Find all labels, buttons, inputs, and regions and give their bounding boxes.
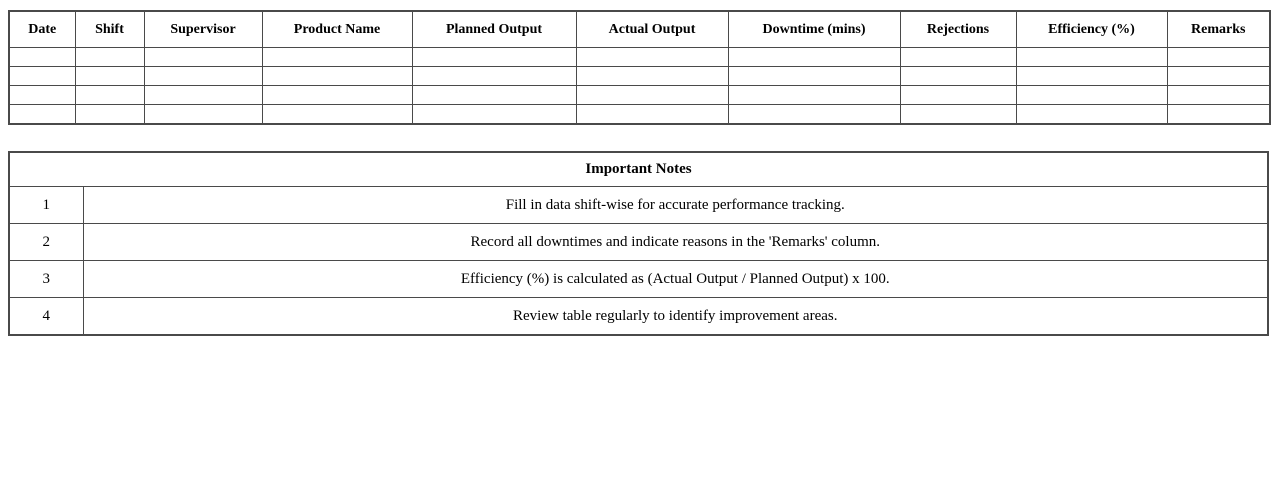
empty-cell[interactable] [1167, 67, 1270, 86]
note-number: 1 [9, 187, 83, 224]
empty-cell[interactable] [576, 105, 728, 125]
empty-cell[interactable] [75, 86, 144, 105]
column-header-rejections: Rejections [900, 11, 1016, 48]
empty-cell[interactable] [1167, 86, 1270, 105]
empty-cell[interactable] [412, 67, 576, 86]
production-log-table [8, 10, 1271, 125]
column-header-downtime: Downtime (mins) [728, 11, 900, 48]
note-text: Efficiency (%) is calculated as (Actual Output / Planned Output) x 100. [83, 261, 1268, 298]
empty-cell[interactable] [144, 48, 262, 67]
empty-cell[interactable] [576, 67, 728, 86]
note-number: 2 [9, 224, 83, 261]
empty-cell[interactable] [144, 67, 262, 86]
note-number: 3 [9, 261, 83, 298]
empty-cell[interactable] [900, 105, 1016, 125]
empty-cell[interactable] [1167, 105, 1270, 125]
empty-cell[interactable] [576, 48, 728, 67]
empty-cell[interactable] [9, 86, 75, 105]
empty-cell[interactable] [262, 86, 412, 105]
empty-cell[interactable] [75, 67, 144, 86]
empty-cell[interactable] [900, 48, 1016, 67]
empty-cell[interactable] [728, 67, 900, 86]
empty-cell[interactable] [9, 48, 75, 67]
empty-cell[interactable] [1016, 67, 1167, 86]
column-header-remarks: Remarks [1167, 11, 1270, 48]
empty-cell[interactable] [144, 86, 262, 105]
column-header-product-name: Product Name [262, 11, 412, 48]
log-table-empty-row [9, 86, 1270, 105]
empty-cell[interactable] [576, 86, 728, 105]
empty-cell[interactable] [412, 86, 576, 105]
empty-cell[interactable] [75, 105, 144, 125]
empty-cell[interactable] [9, 105, 75, 125]
empty-cell[interactable] [1016, 105, 1167, 125]
note-row [9, 224, 1268, 261]
empty-cell[interactable] [9, 67, 75, 86]
column-header-supervisor: Supervisor [144, 11, 262, 48]
note-text: Record all downtimes and indicate reasons in the 'Remarks' column. [83, 224, 1268, 261]
empty-cell[interactable] [1167, 48, 1270, 67]
notes-title: Important Notes [9, 152, 1268, 187]
log-table-empty-row [9, 105, 1270, 125]
column-header-date: Date [9, 11, 75, 48]
note-number: 4 [9, 298, 83, 336]
column-header-shift: Shift [75, 11, 144, 48]
column-header-efficiency: Efficiency (%) [1016, 11, 1167, 48]
column-header-planned-output: Planned Output [412, 11, 576, 48]
empty-cell[interactable] [412, 105, 576, 125]
empty-cell[interactable] [1016, 48, 1167, 67]
empty-cell[interactable] [144, 105, 262, 125]
note-row [9, 298, 1268, 336]
empty-cell[interactable] [262, 67, 412, 86]
note-text: Review table regularly to identify improvement areas. [83, 298, 1268, 336]
empty-cell[interactable] [262, 105, 412, 125]
notes-title-row [9, 152, 1268, 187]
empty-cell[interactable] [728, 105, 900, 125]
log-table-empty-row [9, 67, 1270, 86]
column-header-actual-output: Actual Output [576, 11, 728, 48]
empty-cell[interactable] [412, 48, 576, 67]
empty-cell[interactable] [262, 48, 412, 67]
note-row [9, 261, 1268, 298]
empty-cell[interactable] [75, 48, 144, 67]
empty-cell[interactable] [728, 48, 900, 67]
note-row [9, 187, 1268, 224]
log-table-header-row [9, 11, 1270, 48]
empty-cell[interactable] [900, 67, 1016, 86]
empty-cell[interactable] [900, 86, 1016, 105]
log-table-empty-row [9, 48, 1270, 67]
important-notes-table [8, 151, 1269, 336]
empty-cell[interactable] [1016, 86, 1167, 105]
empty-cell[interactable] [728, 86, 900, 105]
note-text: Fill in data shift-wise for accurate performance tracking. [83, 187, 1268, 224]
